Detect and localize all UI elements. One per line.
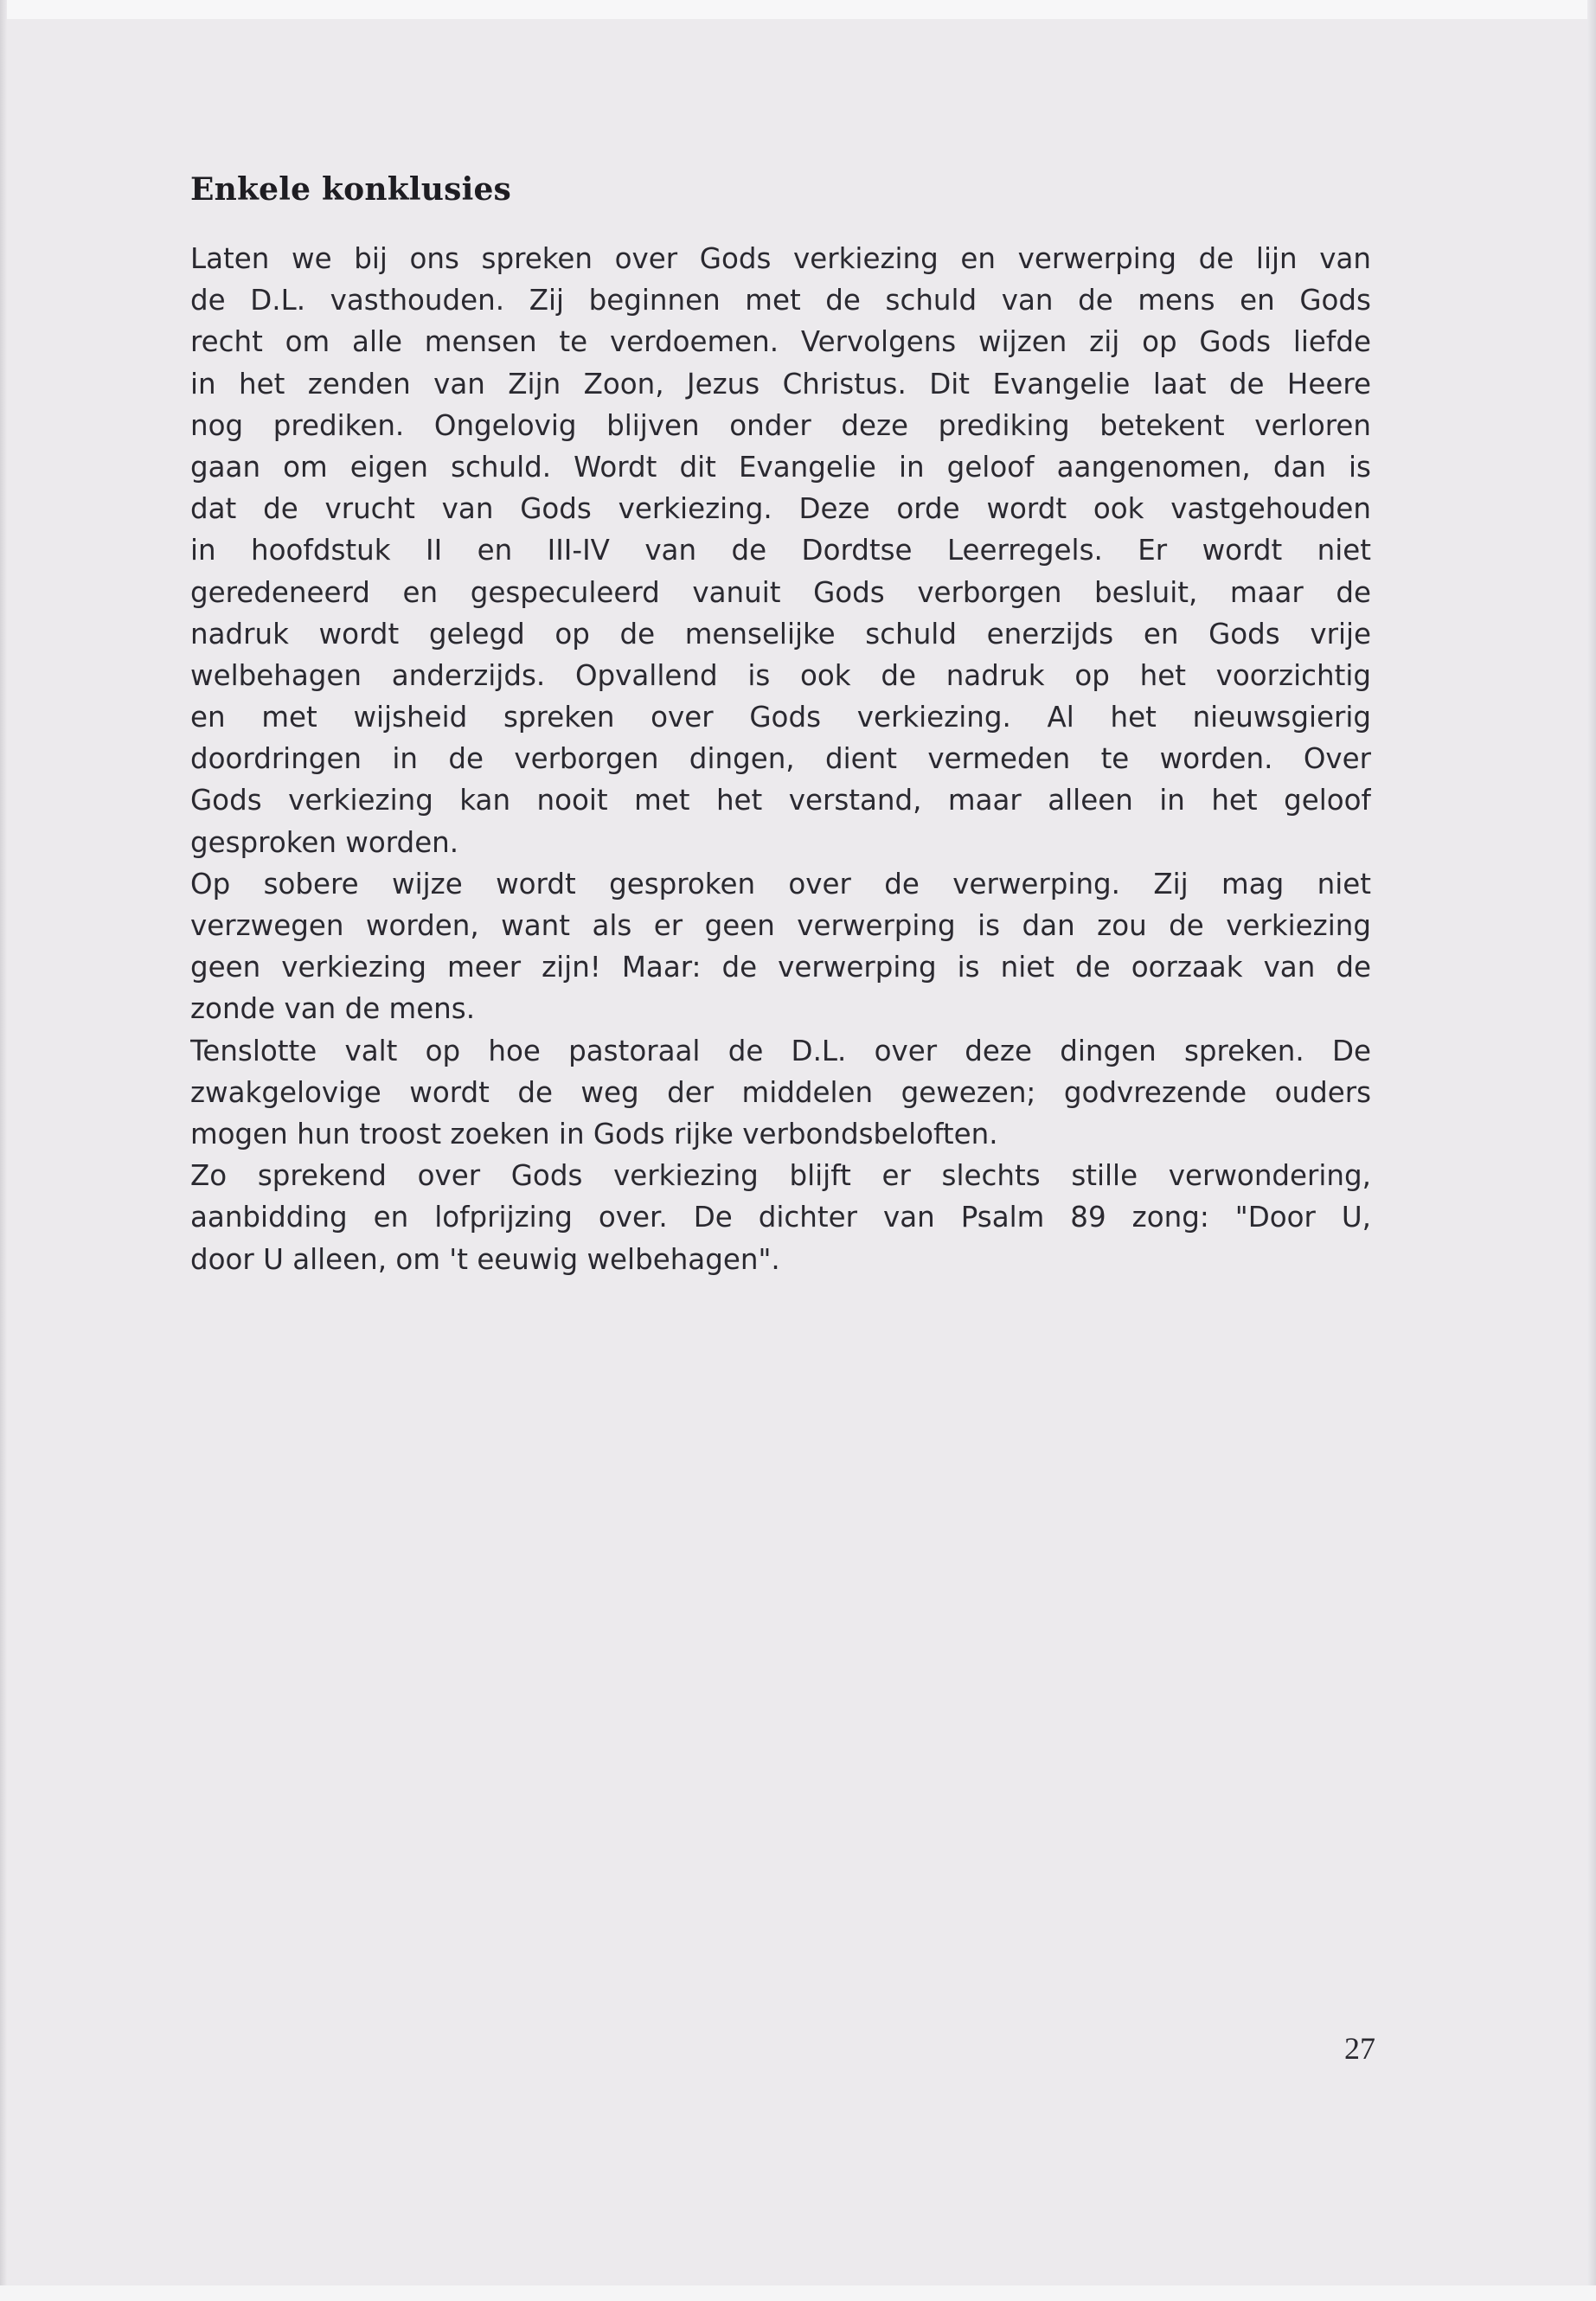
page-number: 27 bbox=[1344, 2031, 1375, 2066]
text-line: in hoofdstuk II en III-IV van de Dordtse Leerregels. Er wordt niet bbox=[190, 534, 1371, 567]
text-line: Gods verkiezing kan nooit met het verstand, maar alleen in het geloof bbox=[190, 784, 1371, 817]
text-line: geredeneerd en gespeculeerd vanuit Gods verborgen besluit, maar de bbox=[190, 575, 1371, 609]
text-line: nadruk wordt gelegd op de menselijke schuld enerzijds en Gods vrije bbox=[190, 617, 1371, 651]
text-line: welbehagen anderzijds. Opvallend is ook de nadruk op het voorzichtig bbox=[190, 658, 1371, 692]
text-line: de D.L. vasthouden. Zij beginnen met de schuld van de mens en Gods bbox=[190, 284, 1371, 317]
text-line: Tenslotte valt op hoe pastoraal de D.L. over deze dingen spreken. De bbox=[190, 1034, 1371, 1067]
text-line: Op sobere wijze wordt gesproken over de verwerping. Zij mag niet bbox=[190, 867, 1371, 901]
text-line: en met wijsheid spreken over Gods verkiezing. Al het nieuwsgierig bbox=[190, 701, 1371, 734]
text-line: geen verkiezing meer zijn! Maar: de verwerping is niet de oorzaak van de bbox=[190, 951, 1371, 984]
text-line: nog prediken. Ongelovig blijven onder deze prediking betekent verloren bbox=[190, 408, 1371, 442]
text-line: zonde van de mens. bbox=[190, 992, 476, 1026]
text-line: recht om alle mensen te verdoemen. Vervolgens wijzen zij op Gods liefde bbox=[190, 325, 1371, 359]
text-line: doordringen in de verborgen dingen, dient vermeden te worden. Over bbox=[190, 742, 1371, 776]
text-line: Laten we bij ons spreken over Gods verkiezing en verwerping de lijn van bbox=[190, 242, 1371, 275]
text-line: dat de vrucht van Gods verkiezing. Deze orde wordt ook vastgehouden bbox=[190, 492, 1371, 526]
text-line: gaan om eigen schuld. Wordt dit Evangelie in geloof aangenomen, dan is bbox=[190, 450, 1371, 484]
text-line: aanbidding en lofprijzing over. De dichter van Psalm 89 zong: "Door U, bbox=[190, 1201, 1371, 1234]
text-line: Zo sprekend over Gods verkiezing blijft er slechts stille verwondering, bbox=[190, 1159, 1371, 1193]
text-line: mogen hun troost zoeken in Gods rijke verbondsbeloften. bbox=[190, 1117, 998, 1150]
section-heading: Enkele konklusies bbox=[190, 171, 512, 208]
text-line: in het zenden van Zijn Zoon, Jezus Christus. Dit Evangelie laat de Heere bbox=[190, 367, 1371, 401]
body-paragraphs bbox=[190, 238, 1371, 1280]
text-line: verzwegen worden, want als er geen verwerping is dan zou de verkiezing bbox=[190, 909, 1371, 943]
text-line: gesproken worden. bbox=[190, 825, 459, 859]
text-line: zwakgelovige wordt de weg der middelen gewezen; godvrezende ouders bbox=[190, 1075, 1371, 1109]
text-line: door U alleen, om 't eeuwig welbehagen". bbox=[190, 1242, 780, 1276]
